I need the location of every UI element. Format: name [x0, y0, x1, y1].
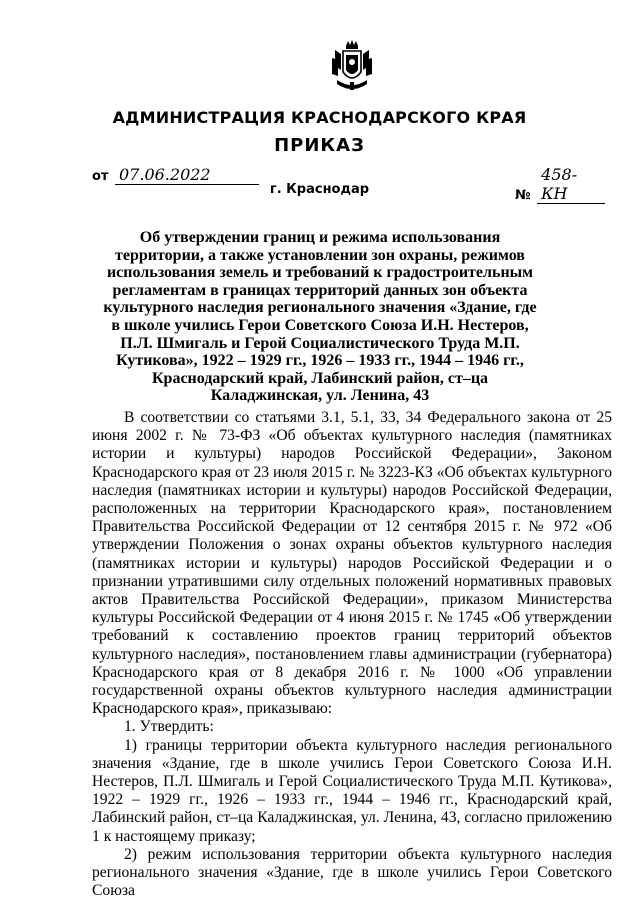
city-label: г. Краснодар [269, 182, 370, 197]
document-body [92, 409, 612, 900]
organization-title: АДМИНИСТРАЦИЯ КРАСНОДАРСКОГО КРАЯ [112, 108, 527, 127]
number-value: 458-КН [537, 165, 605, 204]
date-prefix: от [92, 169, 109, 184]
body-item-1: 1. Утвердить: [124, 718, 214, 736]
body-item-1-1: 1) границы территории объекта культурного наследия регионального значения «Здание, где в школе учились Герои Советского Союза И.Н. Нестеров, П.Л. Шмигаль и Герой Социалистического Труда М.П. Кутикова», 1922 – 1929 гг., 1926 – 1933 гг., 1944 – 1946 гг., Краснодарский край, Лабинский район, ст–ца Каладжинская, ул. Ленина, 43, согласно приложению 1 к настоящему приказу; [92, 736, 612, 845]
document-type-title: ПРИКАЗ [274, 135, 365, 156]
body-preamble: В соответствии со статьями 3.1, 5.1, 33, 34 Федерального закона от 25 июня 2002 г. № 73-ФЗ «Об объектах культурного наследия (памятниках истории и культуры) народов Российской Федерации», Законом Краснодарского края от 23 июля 2015 г. № 3223-КЗ «Об объектах культурного наследия (памятниках истории и культуры) народов Российской Федерации, расположенных на территории Краснодарского края», постановлением Правительства Российской Федерации от 12 сентября 2015 г. № 972 «Об утверждении Положения о зонах охраны объектов культурного наследия (памятниках истории и культуры) народов Российской Федерации и о признании утратившими силу отдельных положений нормативных правовых актов Правительства Российской Федерации», приказом Министерства культуры Российской Федерации от 4 июня 2015 г. № 1745 «Об утверждении требований к составлению проектов границ территорий объектов культурного наследия», постановлением главы администрации (губернатора) Краснодарского края от 8 декабря 2016 г. № 1000 «Об управлении государственной охраны объектов культурного наследия администрации Краснодарского края», приказываю: [92, 409, 612, 718]
body-item-1-2: 2) режим использования территории объекта культурного наследия регионального значения «Здание, где в школе учились Герои Советского Союза [92, 845, 612, 900]
number-prefix: № [515, 188, 531, 203]
document-subject: Об утверждении границ и режима использования территории, а также установлении зон охраны, режимов использования земель и требований к градостроительным регламентам в границах территорий данных зон объекта культурного наследия регионального значения «Здание, где в школе учились Герои Советского Союза И.Н. Нестеров, П.Л. Шмигаль и Герой Социалистического Труда М.П. Кутикова», 1922 – 1929 гг., 1926 – 1933 гг., 1944 – 1946 гг., Краснодарский край, Лабинский район, ст–ца Каладжинская, ул. Ленина, 43 [103, 229, 537, 405]
coat-of-arms-icon [331, 40, 373, 92]
date-value: 07.06.2022 [115, 165, 259, 185]
